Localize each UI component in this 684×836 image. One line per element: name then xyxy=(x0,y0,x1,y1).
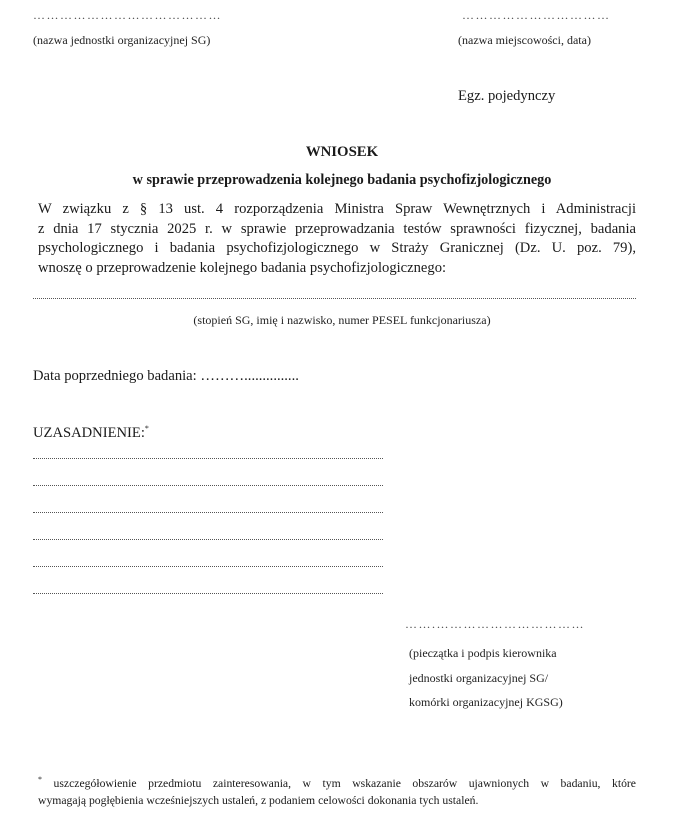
justification-line[interactable] xyxy=(33,593,383,594)
body-line: z dnia 17 stycznia 2025 r. w sprawie przeprowadzania testów sprawności fizycznej, badania xyxy=(38,220,636,237)
copy-note: Egz. pojedynczy xyxy=(458,88,556,104)
footnote-line: wymagają pogłębienia wcześniejszych ustaleń, z podaniem celowości dokonania tych ustaleń. xyxy=(38,793,479,807)
body-line: wnoszę o przeprowadzenie kolejnego badania psychofizjologicznego: xyxy=(38,259,447,276)
page-title: WNIOSEK xyxy=(305,144,379,160)
unit-name-caption: (nazwa jednostki organizacyjnej SG) xyxy=(33,33,211,47)
body-line: W związku z § 13 ust. 4 rozporządzenia Ministra Spraw Wewnętrznych i Administracji xyxy=(38,201,636,217)
signature-caption-line: komórki organizacyjnej KGSG) xyxy=(409,695,563,709)
officer-caption: (stopień SG, imię i nazwisko, numer PESEL funkcjonariusza) xyxy=(193,313,491,327)
body-line: psychologicznego i badania psychofizjologicznego w Straży Granicznej (Dz. U. poz. 79), xyxy=(38,240,636,256)
place-date-field[interactable]: …………………………… xyxy=(462,8,611,22)
justification-line[interactable] xyxy=(33,512,383,513)
justification-line[interactable] xyxy=(33,458,383,459)
page-subtitle: w sprawie przeprowadzenia kolejnego badania psychofizjologicznego xyxy=(132,172,552,188)
prev-exam-row xyxy=(33,368,299,385)
justification-line[interactable] xyxy=(33,485,383,486)
officer-data-field[interactable] xyxy=(33,298,636,299)
footnote-line: * uszczegółowienie przedmiotu zainteresowania, w tym wskazanie obszarów ujawnionych w badaniu, które xyxy=(38,775,636,790)
prev-exam-label: Data poprzedniego badania: xyxy=(33,368,197,384)
signature-caption-line: jednostki organizacyjnej SG/ xyxy=(409,670,549,685)
justification-line[interactable] xyxy=(33,566,383,567)
place-date-caption: (nazwa miejscowości, data) xyxy=(458,33,591,47)
prev-exam-date-field[interactable]: ………............... xyxy=(200,368,299,384)
justification-line[interactable] xyxy=(33,539,383,540)
justification-marker: * xyxy=(144,424,149,433)
signature-caption xyxy=(409,641,563,715)
justification-label: UZASADNIENIE: xyxy=(33,424,145,441)
footnote xyxy=(38,771,636,809)
signature-field[interactable]: …….…………………………… xyxy=(405,617,585,631)
signature-caption-line: (pieczątka i podpis kierownika xyxy=(409,646,557,660)
footnote-marker: * xyxy=(38,775,42,784)
unit-name-field[interactable]: …………………………………… xyxy=(33,8,222,22)
request-body xyxy=(38,200,636,278)
justification-heading xyxy=(33,424,149,442)
